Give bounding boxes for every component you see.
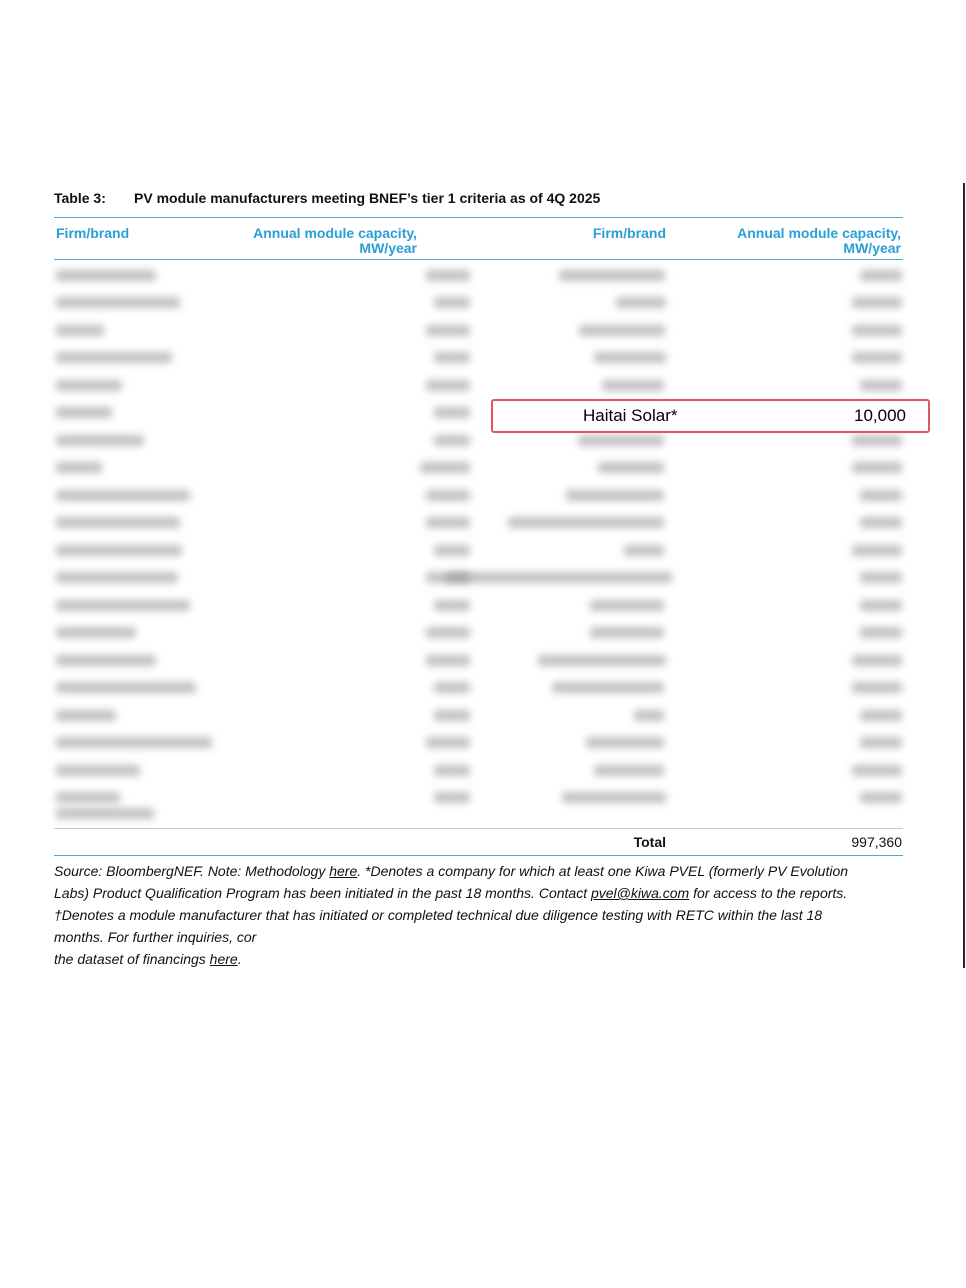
highlighted-row-haitai xyxy=(491,399,930,433)
source-text: Labs) Product Qualification Program has been initiated in the past 18 months. Contact xyxy=(54,885,591,901)
source-line-4: months. For further inquiries, cor xyxy=(54,929,257,945)
header-firm-left: Firm/brand xyxy=(56,225,130,241)
blurred-row xyxy=(54,592,903,619)
table-title xyxy=(54,190,914,206)
header-capacity-right-line2: MW/year xyxy=(843,240,901,256)
methodology-link[interactable]: here xyxy=(329,863,358,879)
blurred-row xyxy=(54,454,903,481)
header-top-rule xyxy=(54,217,903,218)
blurred-row xyxy=(54,317,903,344)
blurred-row xyxy=(54,564,903,591)
source-line-2 xyxy=(54,882,914,904)
blurred-row xyxy=(54,757,903,784)
blurred-row xyxy=(54,537,903,564)
blurred-row xyxy=(54,647,903,674)
pvel-email-link[interactable]: pvel@kiwa.com xyxy=(590,885,690,901)
table-number: Table 3: xyxy=(54,190,106,206)
source-line-5 xyxy=(54,948,914,970)
blurred-row xyxy=(54,702,903,729)
header-capacity-left xyxy=(200,226,417,256)
blurred-row xyxy=(54,674,903,701)
blurred-row xyxy=(54,619,903,646)
header-firm-right: Firm/brand xyxy=(592,225,666,241)
source-text: the dataset of financings xyxy=(54,951,210,967)
blurred-row xyxy=(54,784,903,824)
header-bottom-rule xyxy=(54,259,903,260)
header-capacity-left-line2: MW/year xyxy=(359,240,417,256)
source-line-3: †Denotes a module manufacturer that has initiated or completed technical due diligence testing with RETC within the last 18 xyxy=(54,907,823,923)
source-text: for access to the reports. xyxy=(689,885,848,901)
blurred-row xyxy=(54,289,903,316)
highlighted-firm-name: Haitai Solar* xyxy=(583,406,678,425)
blurred-table-body xyxy=(54,262,903,828)
source-text: . xyxy=(237,951,242,967)
blurred-row xyxy=(54,509,903,536)
total-top-rule xyxy=(54,828,903,829)
source-note xyxy=(54,860,914,970)
highlighted-capacity-value: 10,000 xyxy=(854,406,906,425)
table-bottom-rule xyxy=(54,855,903,856)
header-capacity-right-line1: Annual module capacity, xyxy=(737,225,901,241)
total-label: Total xyxy=(633,834,666,850)
table-title-text: PV module manufacturers meeting BNEF’s tier 1 criteria as of 4Q 2025 xyxy=(134,190,601,206)
blurred-row xyxy=(54,482,903,509)
header-capacity-right xyxy=(690,226,901,256)
page-edge-line xyxy=(963,183,965,968)
header-capacity-left-line1: Annual module capacity, xyxy=(253,225,417,241)
blurred-row xyxy=(54,372,903,399)
source-text: . *Denotes a company for which at least one Kiwa PVEL (formerly PV Evolution xyxy=(357,863,849,879)
total-value: 997,360 xyxy=(851,834,902,850)
blurred-row xyxy=(54,344,903,371)
source-text: Source: BloombergNEF. Note: Methodology xyxy=(54,863,330,879)
financings-link[interactable]: here xyxy=(209,951,238,967)
source-line-1 xyxy=(54,860,914,882)
blurred-row xyxy=(54,729,903,756)
blurred-row xyxy=(54,262,903,289)
